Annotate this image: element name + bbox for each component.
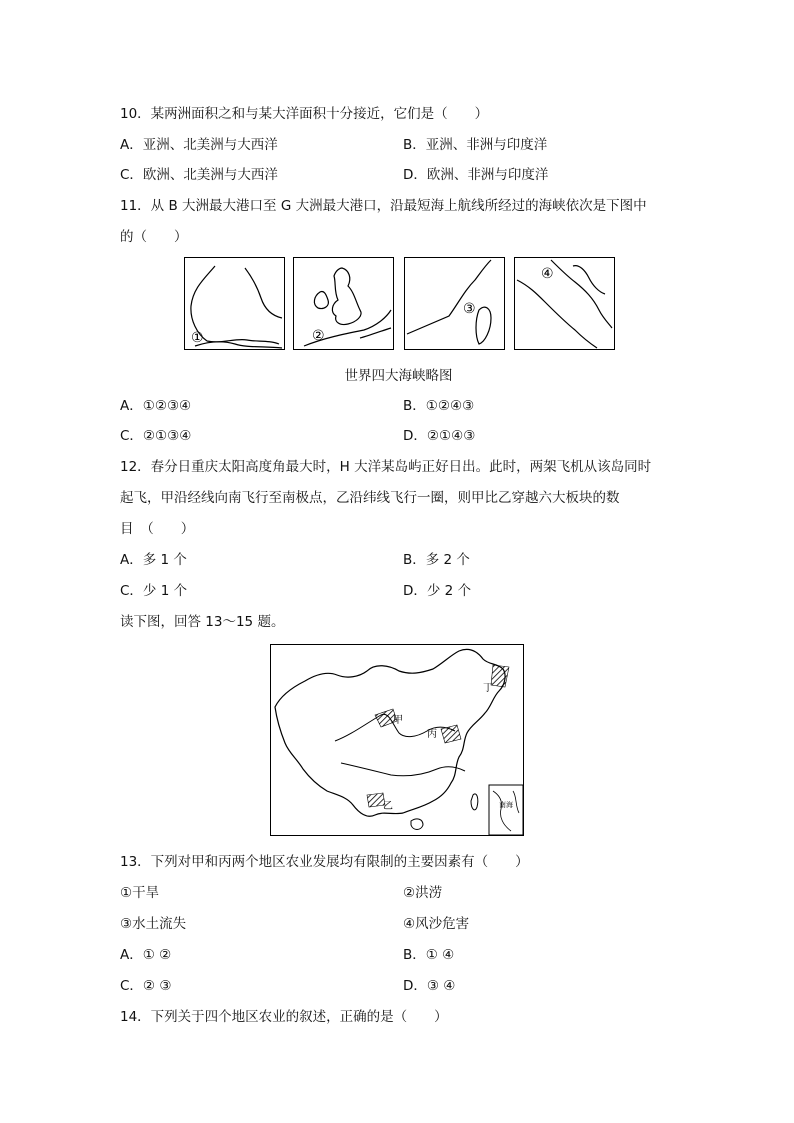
q12-option-d[interactable]: D．少 2 个: [403, 583, 472, 599]
q13-option-d[interactable]: D．③ ④: [403, 978, 456, 994]
q13-item-3: ③水土流失: [120, 916, 187, 932]
label-bing: 丙: [427, 729, 437, 740]
china-map: [270, 644, 524, 836]
figure-caption: 世界四大海峡略图: [344, 368, 453, 384]
inset-label: 南海: [499, 801, 513, 809]
q13-option-a[interactable]: A．① ②: [120, 947, 172, 963]
q13-option-c[interactable]: C．② ③: [120, 978, 172, 994]
q11-option-b[interactable]: B．①②④③: [403, 398, 475, 414]
q11-option-c[interactable]: C．②①③④: [120, 428, 192, 444]
q10-stem: 10．某两洲面积之和与某大洋面积十分接近，它们是（ ）: [120, 106, 489, 122]
q10-option-c[interactable]: C．欧洲、北美洲与大西洋: [120, 167, 278, 183]
strait-label-3: ③: [463, 301, 476, 317]
strait-map-1: [184, 257, 285, 350]
q14-stem: 14．下列关于四个地区农业的叙述，正确的是（ ）: [120, 1009, 448, 1025]
strait-map-2: [293, 257, 394, 350]
q12-stem-line2: 起飞，甲沿经线向南飞行至南极点，乙沿纬线飞行一圈，则甲比乙穿越六大板块的数: [120, 490, 620, 506]
q13-item-4: ④风沙危害: [403, 916, 470, 932]
label-yi: 乙: [383, 801, 393, 812]
q10-option-b[interactable]: B．亚洲、非洲与印度洋: [403, 137, 548, 153]
q12-stem-line1: 12．春分日重庆太阳高度角最大时，H 大洋某岛屿正好日出。此时，两架飞机从该岛同时: [120, 459, 652, 475]
q13-item-2: ②洪涝: [403, 885, 443, 901]
q11-option-d[interactable]: D．②①④③: [403, 428, 476, 444]
q12-option-a[interactable]: A．多 1 个: [120, 552, 187, 568]
q11-stem-line2: 的（ ）: [120, 229, 188, 245]
q12-option-c[interactable]: C．少 1 个: [120, 583, 188, 599]
q13-option-b[interactable]: B．① ④: [403, 947, 455, 963]
q11-stem-line1: 11．从 B 大洲最大港口至 G 大洲最大港口，沿最短海上航线所经过的海峡依次是下图中: [120, 198, 647, 214]
q13-stem: 13．下列对甲和丙两个地区农业发展均有限制的主要因素有（ ）: [120, 854, 529, 870]
region-ding: [491, 665, 509, 687]
q10-option-a[interactable]: A．亚洲、北美洲与大西洋: [120, 137, 278, 153]
strait-label-4: ④: [541, 266, 554, 282]
strait-label-2: ②: [312, 328, 325, 344]
q13-item-1: ①干旱: [120, 885, 160, 901]
strait-label-1: ①: [191, 330, 204, 346]
label-ding: 丁: [483, 683, 493, 694]
q10-option-d[interactable]: D．欧洲、非洲与印度洋: [403, 167, 549, 183]
reading-intro: 读下图，回答 13～15 题。: [120, 614, 285, 630]
q12-stem-line3: 目 （ ）: [120, 521, 195, 537]
strait-map-4: [514, 257, 615, 350]
q11-option-a[interactable]: A．①②③④: [120, 398, 192, 414]
q12-option-b[interactable]: B．多 2 个: [403, 552, 470, 568]
strait-map-3: [404, 257, 505, 350]
label-jia: 甲: [393, 715, 403, 726]
